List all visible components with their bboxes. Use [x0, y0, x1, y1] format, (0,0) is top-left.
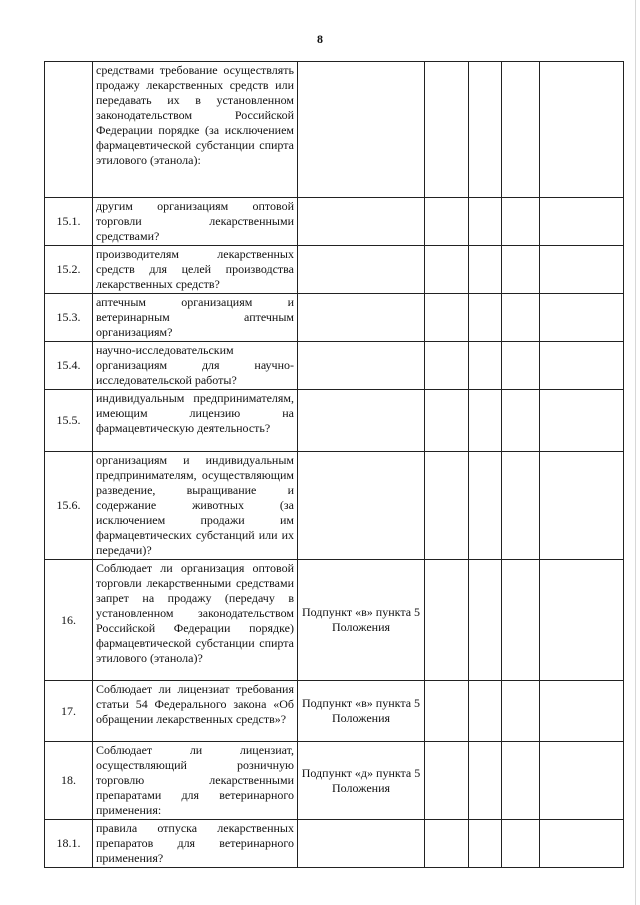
answer-na-cell	[502, 452, 540, 560]
question-text: производителям лекарственных средств для целей производства лекарственных средств?	[93, 246, 298, 294]
row-number: 18.1.	[45, 820, 93, 868]
legal-reference: Подпункт «в» пункта 5 Положения	[298, 560, 425, 681]
answer-no-cell	[469, 742, 502, 820]
note-cell	[540, 342, 624, 390]
answer-na-cell	[502, 294, 540, 342]
answer-yes-cell	[425, 742, 469, 820]
table-row	[45, 62, 624, 198]
note-cell	[540, 452, 624, 560]
answer-yes-cell	[425, 294, 469, 342]
row-number: 15.3.	[45, 294, 93, 342]
answer-yes-cell	[425, 390, 469, 452]
legal-reference	[298, 198, 425, 246]
answer-no-cell	[469, 681, 502, 742]
table-row	[45, 342, 624, 390]
answer-no-cell	[469, 294, 502, 342]
table-row	[45, 294, 624, 342]
table-row	[45, 390, 624, 452]
legal-reference	[298, 390, 425, 452]
legal-reference	[298, 246, 425, 294]
answer-na-cell	[502, 342, 540, 390]
row-number: 15.5.	[45, 390, 93, 452]
note-cell	[540, 62, 624, 198]
answer-yes-cell	[425, 452, 469, 560]
answer-yes-cell	[425, 198, 469, 246]
row-number: 18.	[45, 742, 93, 820]
question-text: другим организациям оптовой торговли лекарственными средствами?	[93, 198, 298, 246]
question-text: Соблюдает ли лицензиат требования статьи 54 Федерального закона «Об обращении лекарственных средств»?	[93, 681, 298, 742]
question-text: средствами требование осуществлять продажу лекарственных средств или передавать их в установленном законодательством Российской Федерации порядке (за исключением фармацевтической субстанции спирта этилового (этанола):	[93, 62, 298, 198]
row-number: 15.2.	[45, 246, 93, 294]
answer-no-cell	[469, 560, 502, 681]
table-row	[45, 681, 624, 742]
answer-na-cell	[502, 246, 540, 294]
legal-reference	[298, 820, 425, 868]
question-text: организациям и индивидуальным предпринимателям, осуществляющим разведение, выращивание и содержание животных (за исключением продажи им фармацевтических субстанций или их передачи)?	[93, 452, 298, 560]
question-text: Соблюдает ли лицензиат, осуществляющий розничную торговлю лекарственными препаратами для ветеринарного применения:	[93, 742, 298, 820]
row-number: 15.6.	[45, 452, 93, 560]
answer-na-cell	[502, 681, 540, 742]
answer-yes-cell	[425, 62, 469, 198]
table-row	[45, 246, 624, 294]
row-number: 15.4.	[45, 342, 93, 390]
answer-yes-cell	[425, 681, 469, 742]
row-number: 17.	[45, 681, 93, 742]
scan-edge-line	[635, 0, 636, 905]
answer-na-cell	[502, 820, 540, 868]
note-cell	[540, 294, 624, 342]
note-cell	[540, 198, 624, 246]
answer-no-cell	[469, 62, 502, 198]
note-cell	[540, 820, 624, 868]
legal-reference: Подпункт «в» пункта 5 Положения	[298, 681, 425, 742]
table-row	[45, 560, 624, 681]
answer-no-cell	[469, 820, 502, 868]
legal-reference	[298, 452, 425, 560]
answer-na-cell	[502, 62, 540, 198]
answer-na-cell	[502, 560, 540, 681]
row-number: 16.	[45, 560, 93, 681]
table-row	[45, 820, 624, 868]
note-cell	[540, 560, 624, 681]
page-number: 8	[317, 32, 323, 46]
question-text: правила отпуска лекарственных препаратов для ветеринарного применения?	[93, 820, 298, 868]
answer-yes-cell	[425, 342, 469, 390]
answer-no-cell	[469, 246, 502, 294]
table-row	[45, 198, 624, 246]
legal-reference	[298, 342, 425, 390]
answer-yes-cell	[425, 246, 469, 294]
question-text: аптечным организациям и ветеринарным аптечным организациям?	[93, 294, 298, 342]
row-number: 15.1.	[45, 198, 93, 246]
question-text: Соблюдает ли организация оптовой торговли лекарственными средствами запрет на продажу (передачу в установленном законодательством Российской Федерации порядке) фармацевтической субстанции спирта этилового (этанола)?	[93, 560, 298, 681]
answer-no-cell	[469, 198, 502, 246]
answer-no-cell	[469, 452, 502, 560]
answer-yes-cell	[425, 560, 469, 681]
answer-yes-cell	[425, 820, 469, 868]
legal-reference	[298, 294, 425, 342]
answer-na-cell	[502, 198, 540, 246]
legal-reference: Подпункт «д» пункта 5 Положения	[298, 742, 425, 820]
note-cell	[540, 742, 624, 820]
table-row	[45, 452, 624, 560]
legal-reference	[298, 62, 425, 198]
answer-no-cell	[469, 390, 502, 452]
answer-na-cell	[502, 390, 540, 452]
note-cell	[540, 390, 624, 452]
table-row	[45, 742, 624, 820]
note-cell	[540, 681, 624, 742]
question-text: индивидуальным предпринимателям, имеющим лицензию на фармацевтическую деятельность?	[93, 390, 298, 452]
checklist-table	[44, 61, 624, 868]
row-number	[45, 62, 93, 198]
answer-no-cell	[469, 342, 502, 390]
note-cell	[540, 246, 624, 294]
question-text: научно-исследовательским организациям для научно-исследовательской работы?	[93, 342, 298, 390]
answer-na-cell	[502, 742, 540, 820]
